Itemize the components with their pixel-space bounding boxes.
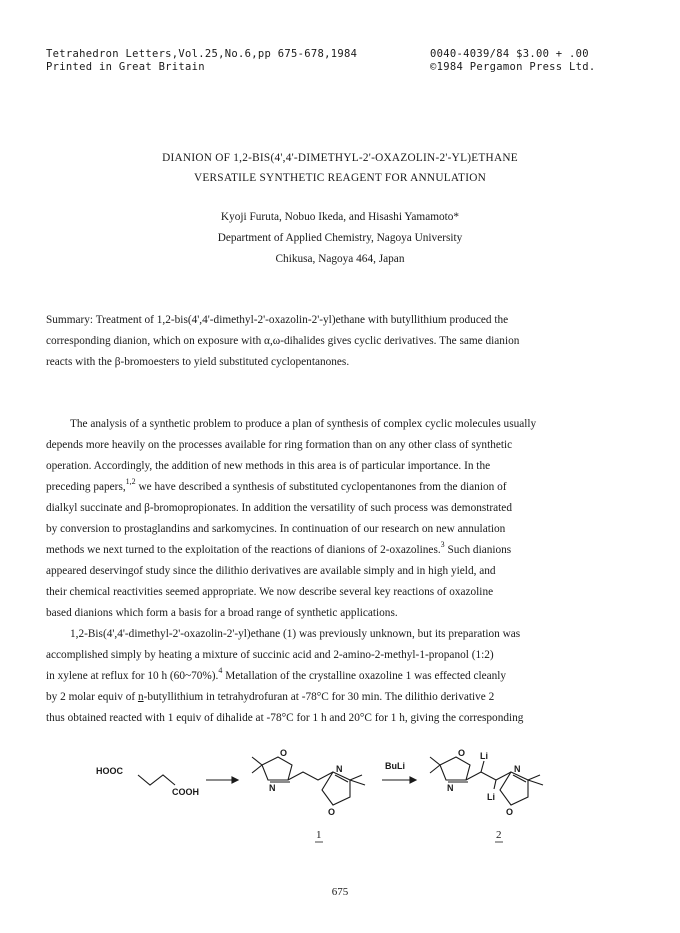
summary-line3: reacts with the β-bromoesters to yield substituted cyclopentanones. bbox=[46, 356, 350, 368]
oxazoline-ring-left-1 bbox=[262, 757, 292, 780]
price-code: 0040-4039/84 $3.00 + .00 bbox=[430, 48, 589, 60]
body-line: appeared deservingof study since the dilithio derivatives are available simply and in high yield, and bbox=[46, 565, 496, 577]
body-line: depends more heavily on the processes available for ring formation than on any other class of synthetic bbox=[46, 439, 513, 451]
body-text: we have described a synthesis of substituted cyclopentanones from the dianion of bbox=[135, 481, 507, 493]
methyl-bond bbox=[430, 765, 440, 773]
body-line: based dianions which form a basis for a broad range of synthetic applications. bbox=[46, 607, 398, 619]
hooc-label: HOOC bbox=[96, 766, 123, 776]
body-text: Metallation of the crystalline oxazoline 1 was effected cleanly bbox=[222, 670, 507, 682]
nitrogen-atom: N bbox=[336, 764, 343, 774]
copyright: ©1984 Pergamon Press Ltd. bbox=[430, 61, 596, 73]
methyl-bond bbox=[252, 765, 262, 773]
ethane-bridge-1 bbox=[288, 772, 333, 780]
summary-line2: corresponding dianion, which on exposure with α,ω-dihalides gives cyclic derivatives. The same dianion bbox=[46, 335, 520, 347]
journal-citation: Tetrahedron Letters,Vol.25,No.6,pp 675-678,1984 bbox=[46, 48, 358, 60]
citation-ref: 1,2 bbox=[125, 477, 136, 486]
compound-label-1: 1 bbox=[316, 829, 322, 841]
reaction-scheme bbox=[0, 735, 680, 865]
cooh-label: COOH bbox=[172, 787, 199, 797]
ethane-bridge-2 bbox=[466, 772, 511, 780]
body-line: 1,2-Bis(4',4'-dimethyl-2'-oxazolin-2'-yl)ethane (1) was previously unknown, but its preparation was bbox=[70, 628, 521, 640]
body-text: methods we next turned to the exploitation of the reactions of dianions of 2-oxazolines. bbox=[46, 544, 441, 556]
succinic-acid-chain bbox=[138, 775, 175, 785]
compound-label-2: 2 bbox=[496, 829, 502, 841]
nitrogen-atom: N bbox=[269, 783, 276, 793]
author-address: Chikusa, Nagoya 464, Japan bbox=[275, 253, 405, 265]
oxazoline-ring-right-1 bbox=[322, 772, 350, 805]
body-text: in xylene at reflux for 10 h (60~70%). bbox=[46, 670, 219, 682]
citation-ref: 4 bbox=[218, 666, 223, 675]
nitrogen-atom: N bbox=[447, 783, 454, 793]
body-line: their chemical reactivities seemed appropriate. We now describe several key reactions of oxazoline bbox=[46, 586, 494, 598]
body-text: preceding papers, bbox=[46, 481, 126, 493]
body-line: by conversion to prostaglandins and sarkomycines. In continuation of our research on new annulation bbox=[46, 523, 506, 535]
body-text: Such dianions bbox=[444, 544, 512, 556]
methyl-bond bbox=[528, 780, 543, 785]
body-line: The analysis of a synthetic problem to produce a plan of synthesis of complex cyclic molecules usually bbox=[70, 418, 537, 430]
body-line bbox=[46, 691, 494, 703]
oxazoline-ring-left-2 bbox=[440, 757, 470, 780]
lithium-atom: Li bbox=[480, 751, 488, 761]
methyl-bond bbox=[528, 775, 540, 780]
oxazoline-ring-right-2 bbox=[500, 772, 528, 805]
oxygen-atom: O bbox=[506, 807, 514, 817]
nitrogen-atom: N bbox=[514, 764, 521, 774]
oxygen-atom: O bbox=[458, 748, 466, 758]
methyl-bond bbox=[350, 780, 365, 785]
methyl-bond bbox=[430, 757, 440, 765]
page-number: 675 bbox=[331, 886, 349, 898]
li-bond-bottom bbox=[494, 780, 496, 789]
printed-in: Printed in Great Britain bbox=[46, 61, 205, 73]
author-department: Department of Applied Chemistry, Nagoya University bbox=[217, 232, 463, 244]
body-text-underlined: n bbox=[137, 691, 144, 703]
body-line: thus obtained reacted with 1 equiv of dihalide at -78°C for 1 h and 20°C for 1 h, giving the corresponding bbox=[46, 712, 524, 724]
paper-title-line1: DIANION OF 1,2-BIS(4',4'-DIMETHYL-2'-OXAZOLIN-2'-YL)ETHANE bbox=[162, 152, 518, 164]
methyl-bond bbox=[252, 757, 262, 765]
li-bond-top bbox=[481, 761, 484, 772]
citation-ref: 3 bbox=[440, 540, 445, 549]
oxygen-atom: O bbox=[280, 748, 288, 758]
body-line: operation. Accordingly, the addition of new methods in this area is of particular importance. In the bbox=[46, 460, 491, 472]
body-text: by 2 molar equiv of bbox=[46, 691, 138, 703]
body-line: accomplished simply by heating a mixture of succinic acid and 2-amino-2-methyl-1-propanol (1:2) bbox=[46, 649, 494, 661]
arrow-head-1 bbox=[232, 777, 238, 783]
body-text: -butyllithium in tetrahydrofuran at -78°C for 30 min. The dilithio derivative 2 bbox=[143, 691, 495, 703]
body-line bbox=[46, 540, 512, 556]
reagent-label: BuLi bbox=[385, 761, 405, 771]
paper-title-line2: VERSATILE SYNTHETIC REAGENT FOR ANNULATION bbox=[193, 172, 487, 184]
arrow-head-2 bbox=[410, 777, 416, 783]
body-line bbox=[46, 666, 507, 682]
oxygen-atom: O bbox=[328, 807, 336, 817]
lithium-atom: Li bbox=[487, 792, 495, 802]
body-line bbox=[46, 477, 507, 493]
summary-line1: Summary: Treatment of 1,2-bis(4',4'-dimethyl-2'-oxazolin-2'-yl)ethane with butyllithium produced the bbox=[46, 314, 509, 326]
author-names: Kyoji Furuta, Nobuo Ikeda, and Hisashi Yamamoto* bbox=[220, 211, 460, 223]
body-line: dialkyl succinate and β-bromopropionates. In addition the versatility of such process was demonstrated bbox=[46, 502, 512, 514]
methyl-bond bbox=[350, 775, 362, 780]
